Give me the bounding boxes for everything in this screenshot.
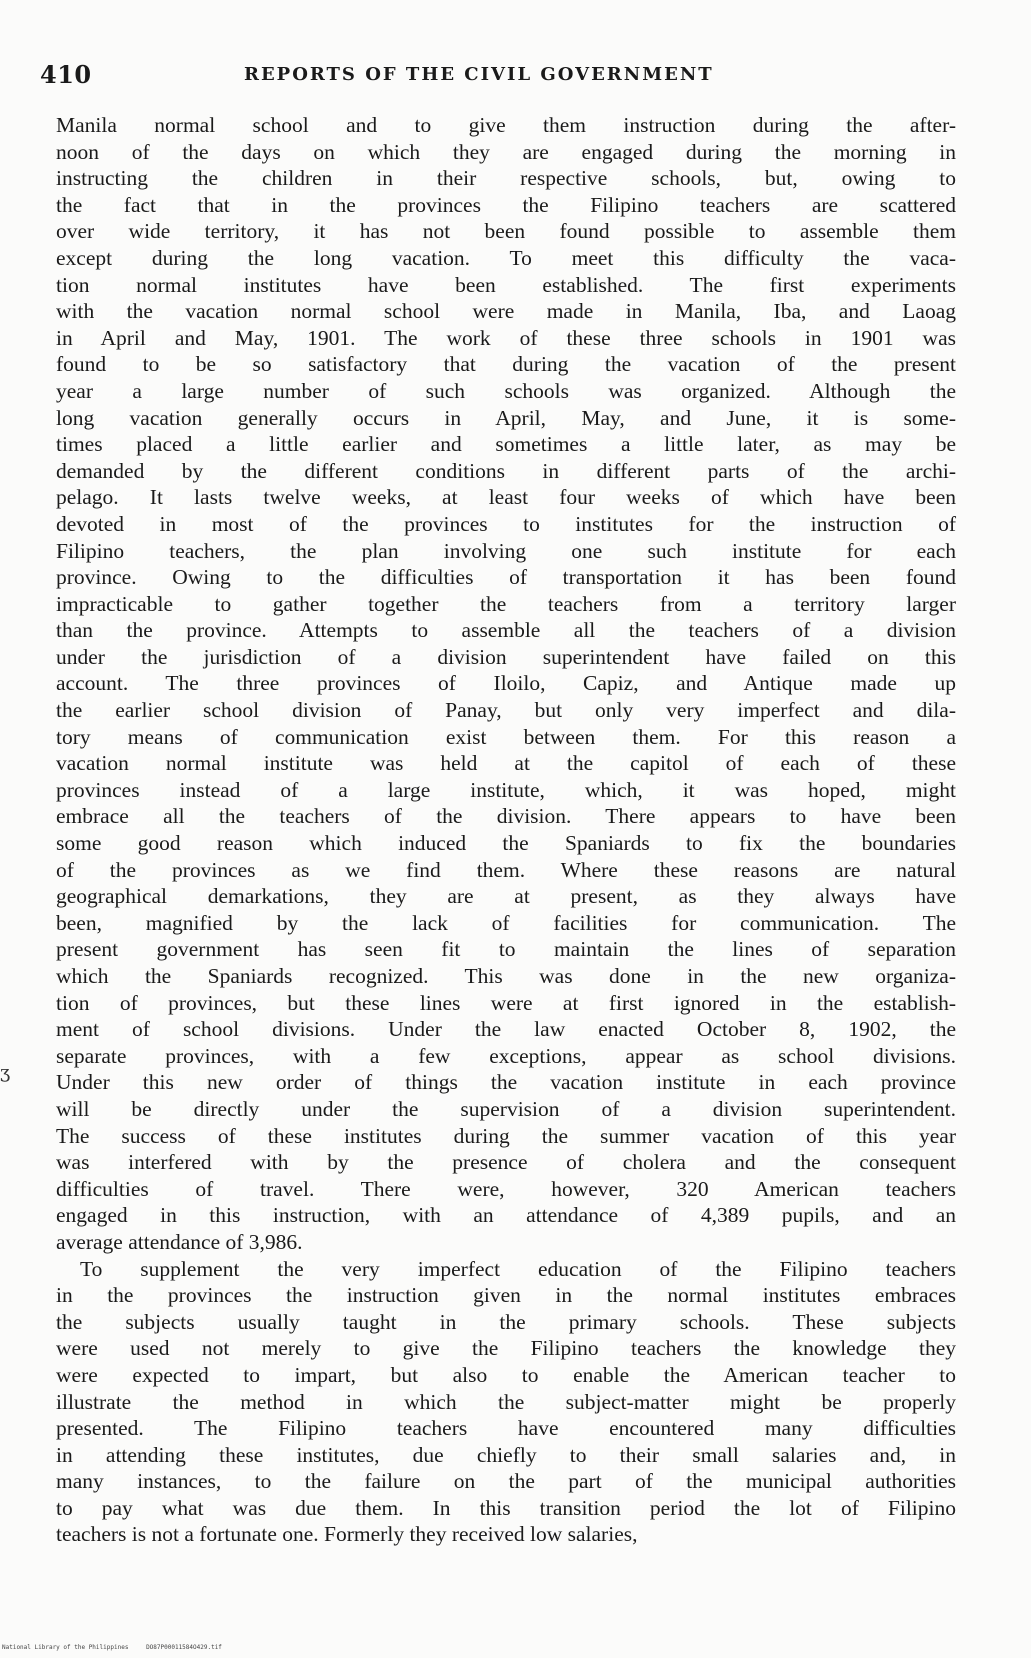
text-line: impracticable to gather together the teachers from a territory larger — [56, 591, 956, 616]
text-line: presented. The Filipino teachers have encountered many difficulties — [56, 1416, 956, 1441]
footer-source: National Library of the Philippines — [2, 1644, 129, 1651]
text-line: some good reason which induced the Spaniards to fix the boundaries — [56, 831, 956, 856]
text-line: Under this new order of things the vacation institute in each province — [56, 1070, 956, 1095]
text-line: in the provinces the instruction given in the normal institutes embraces — [56, 1283, 956, 1308]
text-line: teachers is not a fortunate one. Formerly they received low salaries, — [56, 1522, 638, 1547]
text-line: been, magnified by the lack of facilities for communication. The — [56, 910, 956, 935]
text-line: were used not merely to give the Filipino teachers the knowledge they — [56, 1336, 956, 1361]
text-line: tion normal institutes have been established. The first experiments — [56, 272, 956, 297]
text-line: Manila normal school and to give them instruction during the after- — [56, 113, 956, 137]
text-line: was interfered with by the presence of cholera and the consequent — [56, 1150, 956, 1175]
scan-artifact: ʒ — [0, 1062, 11, 1083]
text-line: the earlier school division of Panay, but only very imperfect and dila- — [56, 698, 956, 723]
text-line: the fact that in the provinces the Filipino teachers are scattered — [56, 192, 956, 217]
text-line: instructing the children in their respective schools, but, owing to — [56, 166, 956, 191]
text-line: engaged in this instruction, with an attendance of 4,389 pupils, and an — [56, 1203, 956, 1228]
text-line: Filipino teachers, the plan involving one such institute for each — [56, 538, 956, 563]
text-line: of the provinces as we find them. Where these reasons are natural — [56, 857, 956, 882]
text-line: times placed a little earlier and sometimes a little later, as may be — [56, 432, 956, 457]
text-line: many instances, to the failure on the part of the municipal authorities — [56, 1469, 956, 1494]
text-line: the subjects usually taught in the primary schools. These subjects — [56, 1309, 956, 1334]
text-line: difficulties of travel. There were, however, 320 American teachers — [56, 1176, 956, 1201]
text-line: noon of the days on which they are engaged during the morning in — [56, 139, 956, 164]
text-line: in April and May, 1901. The work of these three schools in 1901 was — [56, 325, 956, 350]
text-line: The success of these institutes during the summer vacation of this year — [56, 1123, 956, 1148]
text-line: ment of school divisions. Under the law enacted October 8, 1902, the — [56, 1017, 956, 1042]
text-line: over wide territory, it has not been found possible to assemble them — [56, 219, 956, 244]
text-line: geographical demarkations, they are at present, as they always have — [56, 884, 956, 909]
text-line: To supplement the very imperfect education of the Filipino teachers — [80, 1256, 956, 1281]
text-line: except during the long vacation. To meet this difficulty the vaca- — [56, 245, 956, 270]
text-line: under the jurisdiction of a division superintendent have failed on this — [56, 644, 956, 669]
text-line: long vacation generally occurs in April, May, and June, it is some- — [56, 405, 956, 430]
page-number: 410 — [40, 60, 92, 89]
paragraph — [56, 1256, 956, 1549]
text-line: with the vacation normal school were made in Manila, Iba, and Laoag — [56, 299, 956, 324]
text-line: found to be so satisfactory that during the vacation of the present — [56, 352, 956, 377]
body-text — [56, 112, 956, 1548]
text-line: provinces instead of a large institute, which, it was hoped, might — [56, 777, 956, 802]
text-line: were expected to impart, but also to enable the American teacher to — [56, 1362, 956, 1387]
text-line: vacation normal institute was held at the capitol of each of these — [56, 751, 956, 776]
footer-file: DO87P00011584O429.tif — [146, 1644, 222, 1651]
running-head: REPORTS OF THE CIVIL GOVERNMENT — [244, 64, 714, 85]
scan-footer — [2, 1644, 236, 1651]
text-line: demanded by the different conditions in different parts of the archi- — [56, 458, 956, 483]
text-line: account. The three provinces of Iloilo, Capiz, and Antique made up — [56, 671, 956, 696]
text-line: separate provinces, with a few exceptions, appear as school divisions. — [56, 1043, 956, 1068]
text-line: which the Spaniards recognized. This was done in the new organiza- — [56, 964, 956, 988]
text-line: present government has seen fit to maintain the lines of separation — [56, 937, 956, 962]
text-line: will be directly under the supervision of a division superintendent. — [56, 1096, 956, 1121]
text-line: tion of provinces, but these lines were at first ignored in the establish- — [56, 990, 956, 1015]
text-line: average attendance of 3,986. — [56, 1229, 303, 1254]
text-line: to pay what was due them. In this transition period the lot of Filipino — [56, 1495, 956, 1520]
text-line: pelago. It lasts twelve weeks, at least four weeks of which have been — [56, 485, 956, 510]
text-line: in attending these institutes, due chiefly to their small salaries and, in — [56, 1442, 956, 1467]
text-line: year a large number of such schools was organized. Although the — [56, 378, 956, 403]
paragraph — [56, 112, 956, 1256]
text-line: province. Owing to the difficulties of transportation it has been found — [56, 565, 956, 590]
text-line: devoted in most of the provinces to institutes for the instruction of — [56, 511, 956, 536]
text-line: tory means of communication exist between them. For this reason a — [56, 724, 956, 749]
text-line: illustrate the method in which the subject-matter might be properly — [56, 1389, 956, 1414]
text-line: embrace all the teachers of the division. There appears to have been — [56, 804, 956, 829]
page-header — [40, 60, 980, 88]
text-line: than the province. Attempts to assemble all the teachers of a division — [56, 618, 956, 643]
